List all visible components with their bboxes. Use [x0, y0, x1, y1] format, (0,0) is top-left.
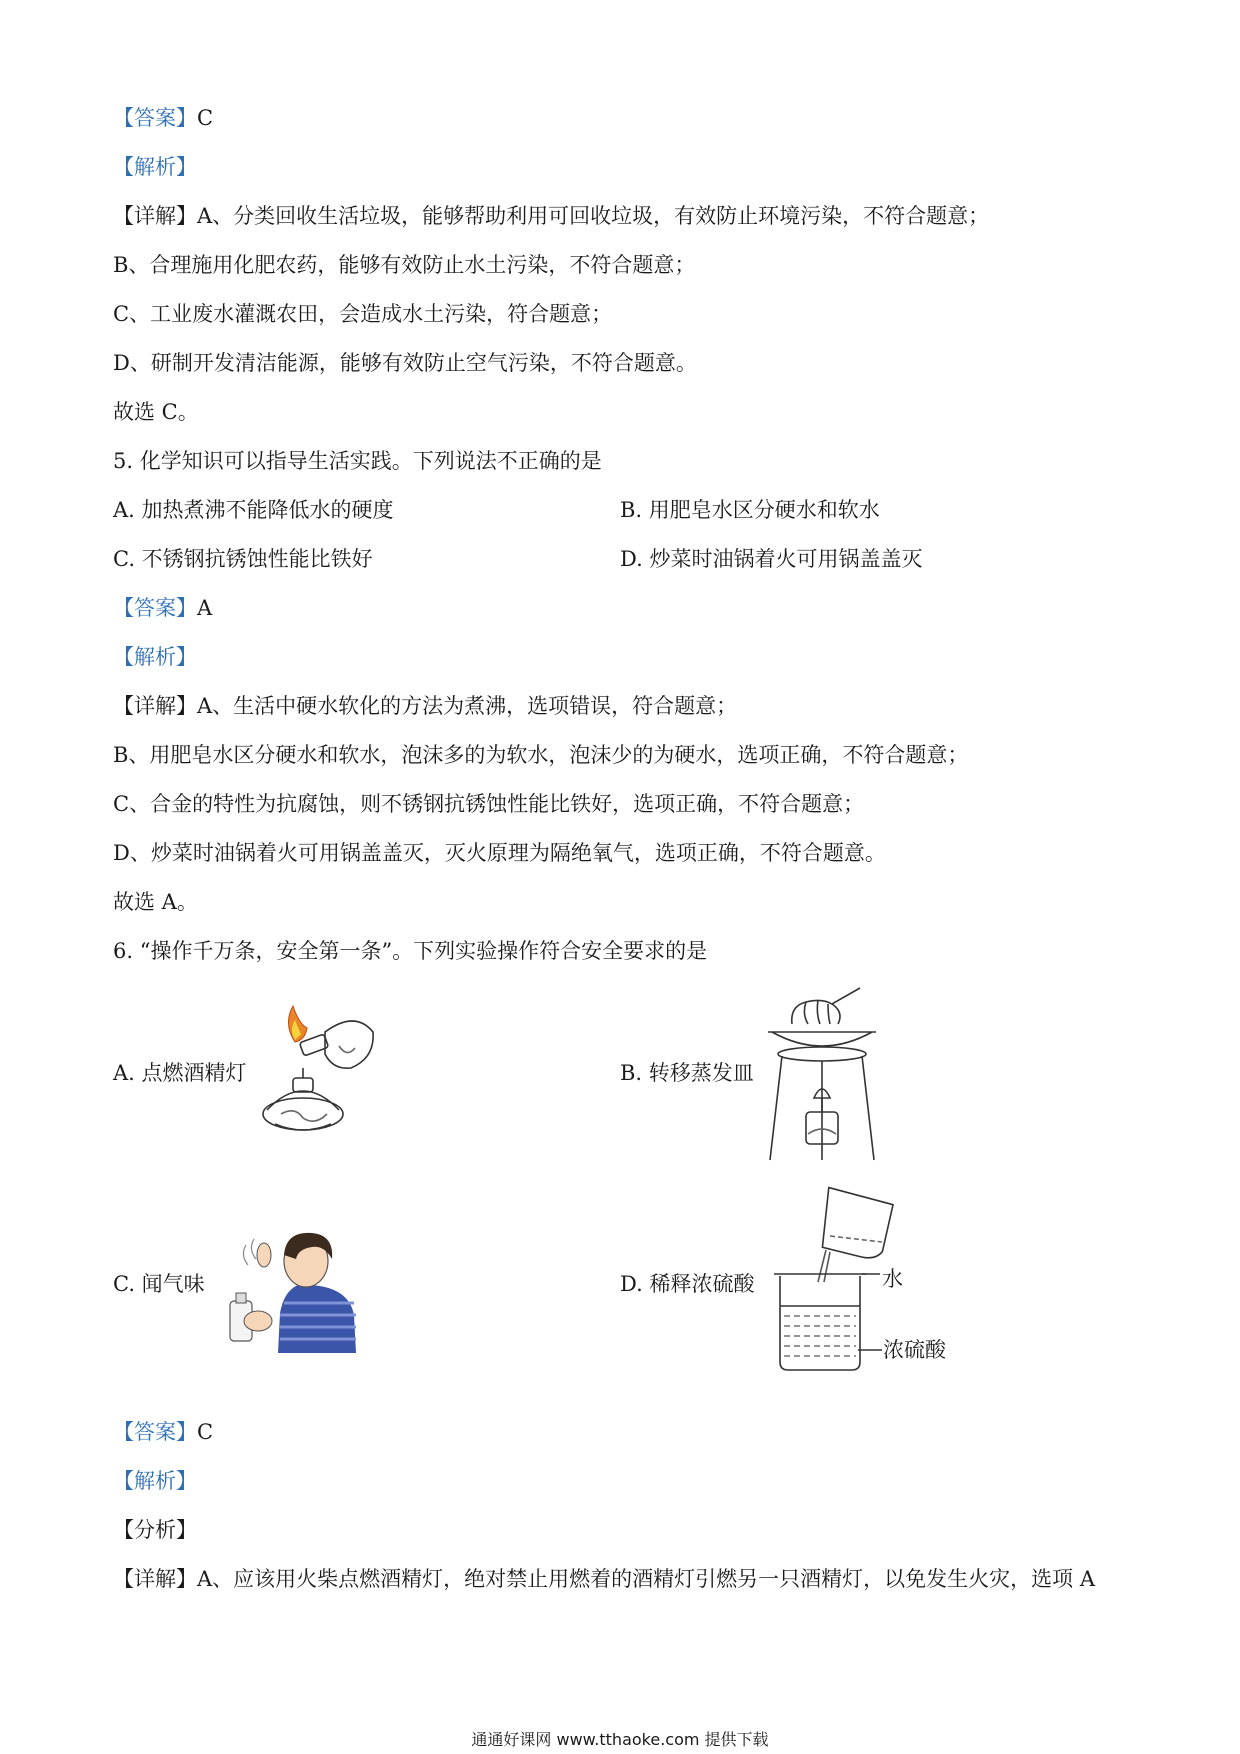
detail-tag: 【详解】 [113, 204, 197, 228]
q6-analysis2-tag: 【分析】 [113, 1518, 197, 1542]
detail-tag: 【详解】 [113, 1567, 197, 1591]
detail-tag: 【详解】 [113, 694, 197, 718]
q5-analysis-tag: 【解析】 [113, 645, 197, 669]
detail-text: A、生活中硬水软化的方法为煮沸，选项错误，符合题意； [197, 694, 738, 718]
q5-option-c: C. 不锈钢抗锈蚀性能比铁好 [113, 547, 373, 571]
dilute-acid-figure [770, 1186, 970, 1376]
evaporating-dish-figure [762, 984, 882, 1164]
answer-tag: 【答案】 [113, 1420, 197, 1444]
page-footer: 通通好课网 www.tthaoke.com 提供下载 [471, 1730, 769, 1749]
q5-options-row-1 [113, 496, 880, 524]
answer-value: C [197, 1420, 214, 1444]
smelling-figure [228, 1225, 368, 1355]
q4-detail-line-2: B、合理施用化肥农药，能够有效防止水土污染，不符合题意； [113, 253, 696, 277]
answer-tag: 【答案】 [113, 596, 197, 620]
q6-stem: 6. “操作千万条，安全第一条”。下列实验操作符合安全要求的是 [113, 939, 708, 963]
q5-stem: 5. 化学知识可以指导生活实践。下列说法不正确的是 [113, 449, 602, 473]
q4-detail-line-3: C、工业废水灌溉农田，会造成水土污染，符合题意； [113, 302, 613, 326]
q5-option-b: B. 用肥皂水区分硬水和软水 [620, 498, 880, 522]
detail-text: A、分类回收生活垃圾，能够帮助利用可回收垃圾，有效防止环境污染，不符合题意； [197, 204, 990, 228]
q5-options-row-2 [113, 545, 923, 573]
water-label: 水 [882, 1267, 903, 1291]
q5-detail-line-4: D、炒菜时油锅着火可用锅盖盖灭，灭火原理为隔绝氧气，选项正确，不符合题意。 [113, 841, 886, 865]
q5-detail-line-2: B、用肥皂水区分硬水和软水，泡沫多的为软水，泡沫少的为硬水，选项正确，不符合题意； [113, 743, 969, 767]
q5-conclusion: 故选 A。 [113, 890, 198, 914]
q4-answer-line [113, 104, 213, 132]
q4-analysis-tag: 【解析】 [113, 155, 197, 179]
q5-detail-line-1 [113, 692, 737, 720]
q6-option-b: B. 转移蒸发皿 [620, 1061, 754, 1085]
q4-detail-line-1 [113, 202, 989, 230]
q6-analysis-tag: 【解析】 [113, 1469, 197, 1493]
detail-text: A、应该用火柴点燃酒精灯，绝对禁止用燃着的酒精灯引燃另一只酒精灯，以免发生火灾，选项 A [197, 1567, 1096, 1591]
answer-value: C [197, 106, 214, 130]
q5-option-d: D. 炒菜时油锅着火可用锅盖盖灭 [620, 547, 923, 571]
q6-option-c: C. 闻气味 [113, 1272, 205, 1296]
q6-option-a: A. 点燃酒精灯 [113, 1061, 247, 1085]
q5-option-a: A. 加热煮沸不能降低水的硬度 [113, 498, 394, 522]
q6-option-d: D. 稀释浓硫酸 [620, 1272, 755, 1296]
q6-answer-line [113, 1418, 213, 1446]
q5-detail-line-3: C、合金的特性为抗腐蚀，则不锈钢抗锈蚀性能比铁好，选项正确，不符合题意； [113, 792, 865, 816]
alcohol-lamp-figure [255, 1002, 385, 1142]
q4-conclusion: 故选 C。 [113, 400, 199, 424]
q4-detail-line-4: D、研制开发清洁能源，能够有效防止空气污染，不符合题意。 [113, 351, 697, 375]
answer-tag: 【答案】 [113, 106, 197, 130]
q5-answer-line [113, 594, 212, 622]
acid-label: 浓硫酸 [883, 1338, 946, 1362]
answer-value: A [197, 596, 213, 620]
q6-detail-line-1 [113, 1565, 1095, 1593]
